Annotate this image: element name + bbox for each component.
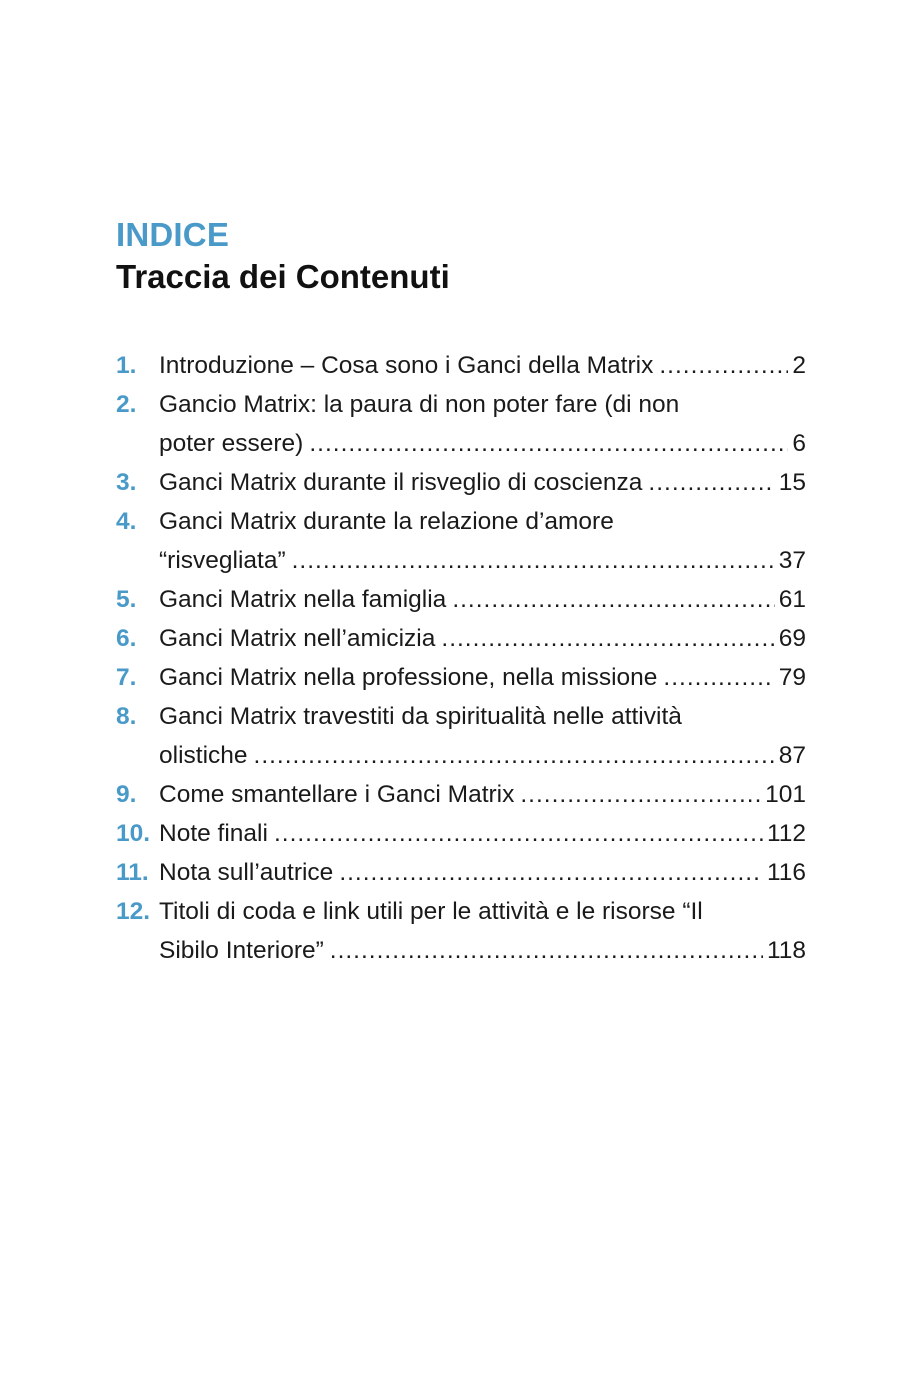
- dot-leader: [520, 775, 761, 814]
- dot-leader: [441, 619, 774, 658]
- toc-entry[interactable]: [116, 775, 806, 814]
- toc-entry-number: 7.: [116, 664, 137, 691]
- toc-entry-number: 3.: [116, 469, 137, 496]
- dot-leader: [339, 853, 763, 892]
- toc-entry-page-number: 37: [778, 547, 806, 574]
- dot-leader: [254, 736, 775, 775]
- toc-entry-number: 6.: [116, 625, 137, 652]
- toc-entry-number: 2.: [116, 391, 137, 418]
- toc-entry-title: Ganci Matrix durante il risveglio di coscienza: [159, 469, 643, 496]
- toc-entry-number: 12.: [116, 898, 151, 925]
- toc-entry-title: Ganci Matrix durante la relazione d’amore: [159, 508, 614, 535]
- toc-entry-title: Note finali: [159, 820, 268, 847]
- dot-leader: [663, 658, 774, 697]
- toc-entry[interactable]: [116, 853, 806, 892]
- toc-entry-title: “risvegliata”: [159, 547, 286, 574]
- toc-entry-title: Come smantellare i Ganci Matrix: [159, 781, 515, 808]
- toc-entry-page-number: 87: [778, 742, 806, 769]
- toc-entry-page-number: 2: [792, 352, 806, 379]
- page-title: Traccia dei Contenuti: [116, 258, 450, 295]
- toc-entry[interactable]: [116, 619, 806, 658]
- toc-entry-title: Ganci Matrix nella famiglia: [159, 586, 447, 613]
- toc-entry-number: 11.: [116, 859, 149, 886]
- toc-entry-page-number: 69: [778, 625, 806, 652]
- toc-entry-title: Introduzione – Cosa sono i Ganci della Matrix: [159, 352, 654, 379]
- toc-entry-title: poter essere): [159, 430, 304, 457]
- toc-entry[interactable]: [116, 385, 806, 463]
- dot-leader: [659, 346, 788, 385]
- dot-leader: [330, 931, 763, 970]
- toc-entry-title: Sibilo Interiore”: [159, 937, 324, 964]
- dot-leader: [274, 814, 763, 853]
- toc-entry-page-number: 116: [766, 859, 806, 886]
- index-kicker: INDICE: [116, 216, 230, 253]
- dot-leader: [648, 463, 774, 502]
- toc-entry[interactable]: [116, 814, 806, 853]
- dot-leader: [292, 541, 775, 580]
- toc-entry-page-number: 101: [765, 781, 806, 808]
- toc-entry-title: Titoli di coda e link utili per le attività e le risorse “Il: [159, 898, 703, 925]
- toc-entry-page-number: 15: [778, 469, 806, 496]
- toc-entry[interactable]: [116, 697, 806, 775]
- toc-entry-number: 4.: [116, 508, 137, 535]
- toc-entry-number: 1.: [116, 352, 137, 379]
- toc-entry-number: 8.: [116, 703, 137, 730]
- dot-leader: [309, 424, 788, 463]
- toc-entry[interactable]: [116, 892, 806, 970]
- toc-entry-number: 10.: [116, 820, 151, 847]
- toc-entry-page-number: 112: [766, 820, 806, 847]
- toc-entry-page-number: 79: [778, 664, 806, 691]
- toc-entry[interactable]: [116, 580, 806, 619]
- toc-entry-number: 5.: [116, 586, 137, 613]
- toc-entry[interactable]: [116, 346, 806, 385]
- toc-entry-title: olistiche: [159, 742, 248, 769]
- toc-entry-title: Ganci Matrix nell’amicizia: [159, 625, 436, 652]
- toc-entry-page-number: 118: [766, 937, 806, 964]
- toc-entry-page-number: 6: [792, 430, 806, 457]
- toc-entry-title: Gancio Matrix: la paura di non poter fare (di non: [159, 391, 680, 418]
- toc-entry-title: Ganci Matrix nella professione, nella missione: [159, 664, 658, 691]
- toc-entry[interactable]: [116, 502, 806, 580]
- toc-entry[interactable]: [116, 658, 806, 697]
- toc-entry[interactable]: [116, 463, 806, 502]
- toc-entry-title: Nota sull’autrice: [159, 859, 334, 886]
- table-of-contents: [116, 346, 806, 970]
- toc-entry-title: Ganci Matrix travestiti da spiritualità nelle attività: [159, 703, 682, 730]
- toc-entry-number: 9.: [116, 781, 137, 808]
- dot-leader: [452, 580, 774, 619]
- toc-entry-page-number: 61: [778, 586, 806, 613]
